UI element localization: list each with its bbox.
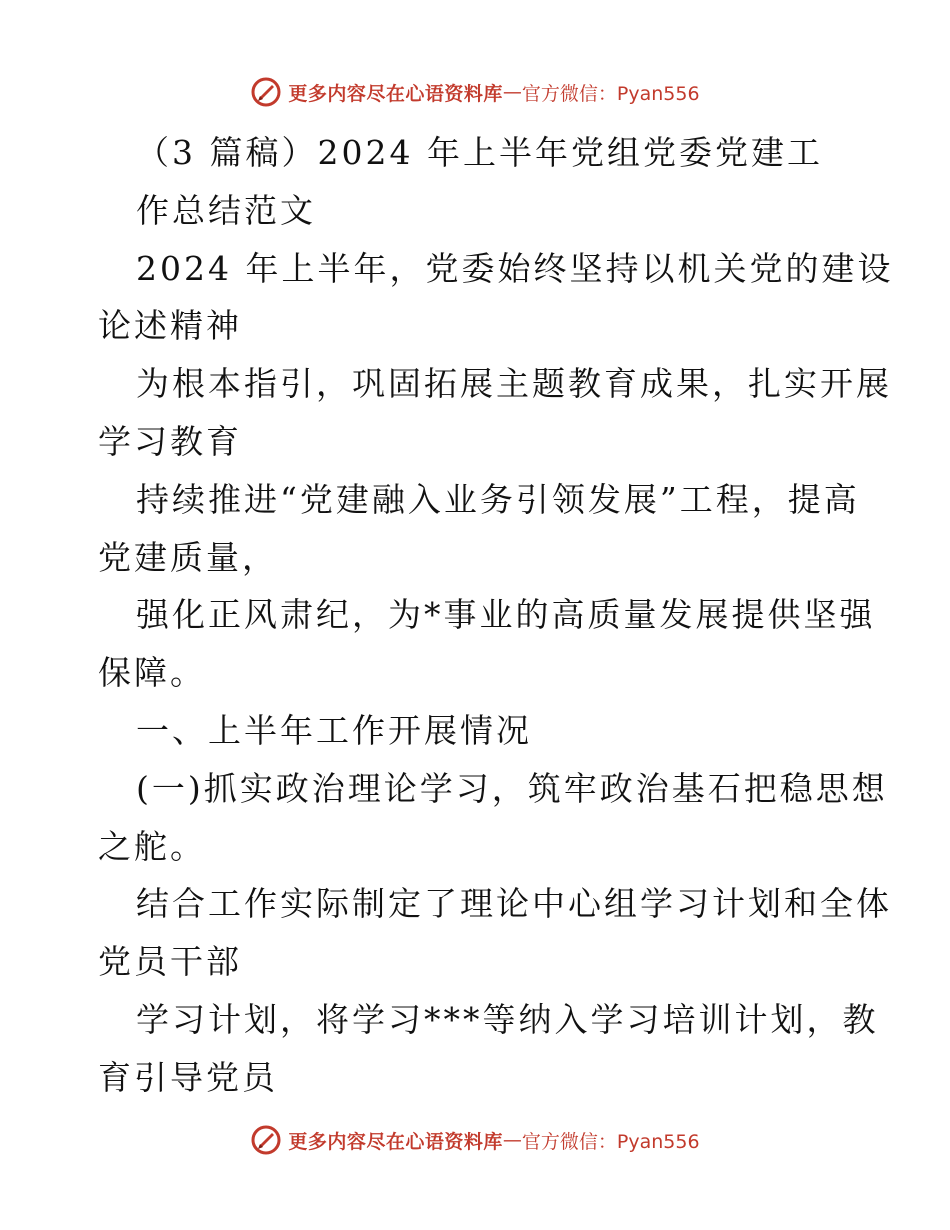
logo-icon [250, 76, 282, 108]
header-watermark [0, 72, 950, 112]
document-line: 2024 年上半年，党委始终坚持以机关党的建设 [136, 248, 894, 288]
watermark-dash: — [502, 1129, 522, 1151]
document-line: 之舵。 [98, 826, 206, 866]
document-line: 持续推进“党建融入业务引领发展”工程，提高 [136, 479, 860, 519]
watermark-text: 更多内容尽在心语资料库 [288, 82, 503, 105]
document-body [98, 124, 894, 1107]
watermark-account: 官方微信：Pyan556 [521, 1130, 700, 1153]
watermark-dash: — [502, 81, 522, 103]
watermark-text: 更多内容尽在心语资料库 [288, 1130, 503, 1153]
watermark-account: 官方微信：Pyan556 [521, 82, 700, 105]
document-line: 结合工作实际制定了理论中心组学习计划和全体 [136, 884, 892, 924]
footer-watermark [0, 1120, 950, 1160]
document-line: (一)抓实政治理论学习，筑牢政治基石把稳思想 [136, 768, 888, 808]
document-line: 保障。 [98, 653, 206, 693]
document-line: 学习计划，将学习***等纳入学习培训计划，教 [136, 999, 879, 1039]
document-line: 党建质量， [98, 537, 278, 577]
document-line: （3 篇稿）2024 年上半年党组党委党建工 [136, 133, 823, 172]
document-line: 党员干部 [98, 942, 242, 982]
document-line: 育引导党员 [98, 1057, 278, 1097]
document-line: 作总结范文 [136, 190, 316, 230]
document-line: 论述精神 [98, 306, 242, 346]
document-line: 一、上半年工作开展情况 [136, 710, 532, 750]
document-line: 为根本指引，巩固拓展主题教育成果，扎实开展 [136, 364, 892, 404]
document-line: 强化正风肃纪，为*事业的高质量发展提供坚强 [136, 595, 876, 635]
logo-icon [250, 1124, 282, 1156]
document-line: 学习教育 [98, 421, 242, 461]
